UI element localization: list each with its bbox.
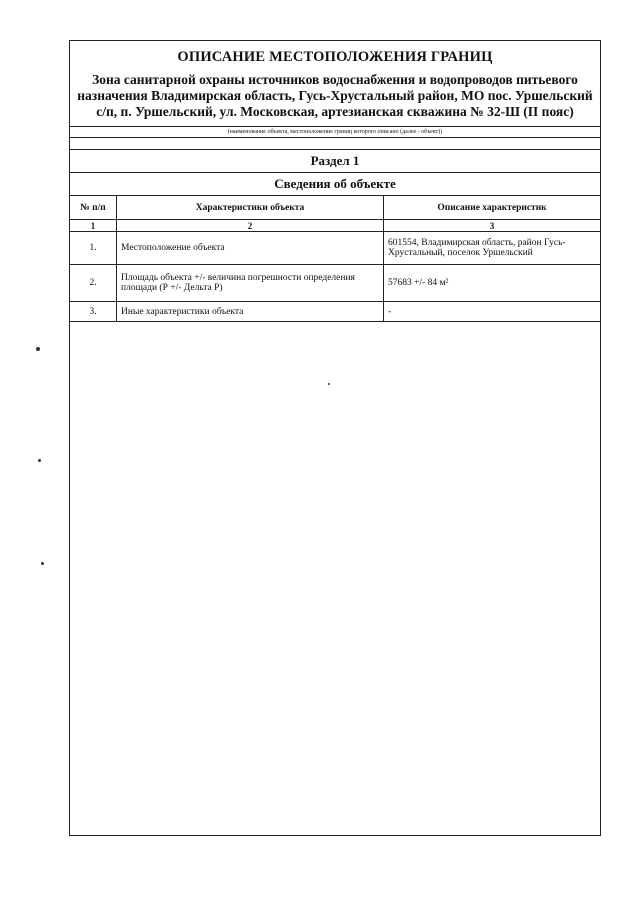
row-characteristic: Площадь объекта +/- величина погрешности определения площади (Р +/- Дельта Р) <box>117 265 384 302</box>
header-description: Описание характеристик <box>384 196 601 220</box>
col-number: 3 <box>384 220 601 232</box>
scan-speck <box>41 562 44 565</box>
table-row <box>70 265 600 302</box>
document-title: ОПИСАНИЕ МЕСТОПОЛОЖЕНИЯ ГРАНИЦ <box>177 49 493 65</box>
scan-speck <box>328 383 330 385</box>
object-name: Зона санитарной охраны источников водоснабжения и водопроводов питьевого назначения Владимирская область, Гусь-Хрустальный район, МО пос. Уршельский с/п, п. Уршельский, ул. Московская, артезианская скважина № 32-Ш (II пояс) <box>77 72 593 119</box>
scan-speck <box>36 347 40 351</box>
row-num: 3. <box>70 302 117 322</box>
row-description: 57683 +/- 84 м² <box>384 265 601 302</box>
table-row <box>70 302 600 322</box>
scan-speck <box>38 459 41 462</box>
column-number-row <box>70 220 600 232</box>
document-header <box>70 41 600 127</box>
row-num: 1. <box>70 232 117 265</box>
object-caption: (наименование объекта, местоположение границ которого описано (далее - объект)) <box>70 127 600 138</box>
table-row <box>70 232 600 265</box>
header-num: № п/п <box>70 196 117 220</box>
header-characteristic: Характеристики объекта <box>117 196 384 220</box>
row-description: 601554, Владимирская область, район Гусь-Хрустальный, поселок Уршельский <box>384 232 601 265</box>
row-characteristic: Иные характеристики объекта <box>117 302 384 322</box>
object-info-table <box>70 196 600 322</box>
row-description: - <box>384 302 601 322</box>
document-frame <box>69 40 601 836</box>
spacer-row <box>70 138 600 150</box>
col-number: 1 <box>70 220 117 232</box>
row-num: 2. <box>70 265 117 302</box>
section-subtitle: Сведения об объекте <box>70 173 600 196</box>
table-header-row <box>70 196 600 220</box>
section-title: Раздел 1 <box>70 150 600 173</box>
col-number: 2 <box>117 220 384 232</box>
row-characteristic: Местоположение объекта <box>117 232 384 265</box>
